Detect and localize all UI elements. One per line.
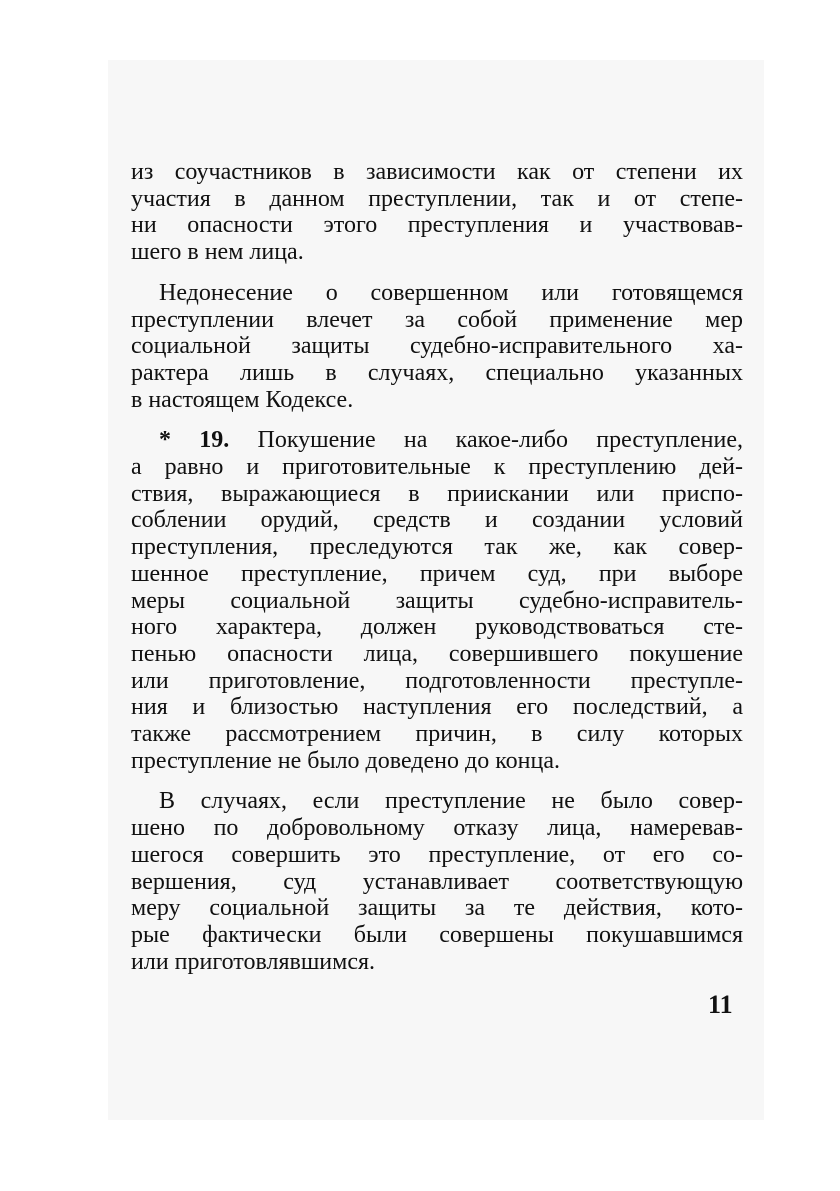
text-line: участия в данном преступлении, так и от степе- (131, 185, 743, 212)
text-line: меру социальной защиты за те действия, кото- (131, 895, 743, 922)
paragraph-2 (131, 280, 743, 414)
text-line: ни опасности этого преступления и участвовав- (131, 212, 743, 239)
article-number: * 19. (159, 427, 230, 454)
text-line: преступлении влечет за собой применение мер (131, 306, 743, 333)
text-line: шенное преступление, причем суд, при выборе (131, 560, 743, 587)
text-line: ствия, выражающиеся в приискании или приспо- (131, 480, 743, 507)
paragraph-4 (131, 788, 743, 975)
text-line: меры социальной защиты судебно-исправитель- (131, 587, 743, 614)
page-number: 11 (708, 990, 733, 1019)
text-line: в настоящем Кодексе. (131, 386, 354, 413)
text-line: преступления, преследуются так же, как совер- (131, 534, 743, 561)
document-body (131, 159, 743, 975)
text-fragment: Покушение на какое-либо преступление, (229, 427, 744, 454)
text-line: рые фактически были совершены покушавшимся (131, 921, 743, 948)
paragraph-article-19 (131, 427, 743, 774)
text-line: Недонесение о совершенном или готовящемся (159, 279, 743, 306)
text-line: В случаях, если преступление не было совер- (159, 788, 743, 815)
text-line: шего в нем лица. (131, 239, 304, 266)
text-line: ного характера, должен руководствоваться сте- (131, 614, 743, 641)
text-line: рактера лишь в случаях, специально указанных (131, 359, 743, 386)
text-line: шено по добровольному отказу лица, намеревав- (131, 815, 743, 842)
text-line: ния и близостью наступления его последствий, а (131, 694, 743, 721)
text-line: шегося совершить это преступление, от его со- (131, 841, 743, 868)
text-line: а равно и приготовительные к преступлению дей- (131, 454, 743, 481)
text-line: вершения, суд устанавливает соответствующую (131, 868, 743, 895)
text-line: пенью опасности лица, совершившего покушение (131, 640, 743, 667)
text-line-article-start (131, 427, 743, 454)
text-line: соблении орудий, средств и создании условий (131, 507, 743, 534)
text-line: или приготовление, подготовленности преступле- (131, 667, 743, 694)
text-line: также рассмотрением причин, в силу которых (131, 721, 743, 748)
text-line: или приготовлявшимся. (131, 948, 376, 975)
text-line: социальной защиты судебно-исправительного ха- (131, 333, 743, 360)
text-line: преступление не было доведено до конца. (131, 747, 560, 774)
text-line: из соучастников в зависимости как от степени их (131, 159, 743, 185)
paragraph-1 (131, 159, 743, 266)
